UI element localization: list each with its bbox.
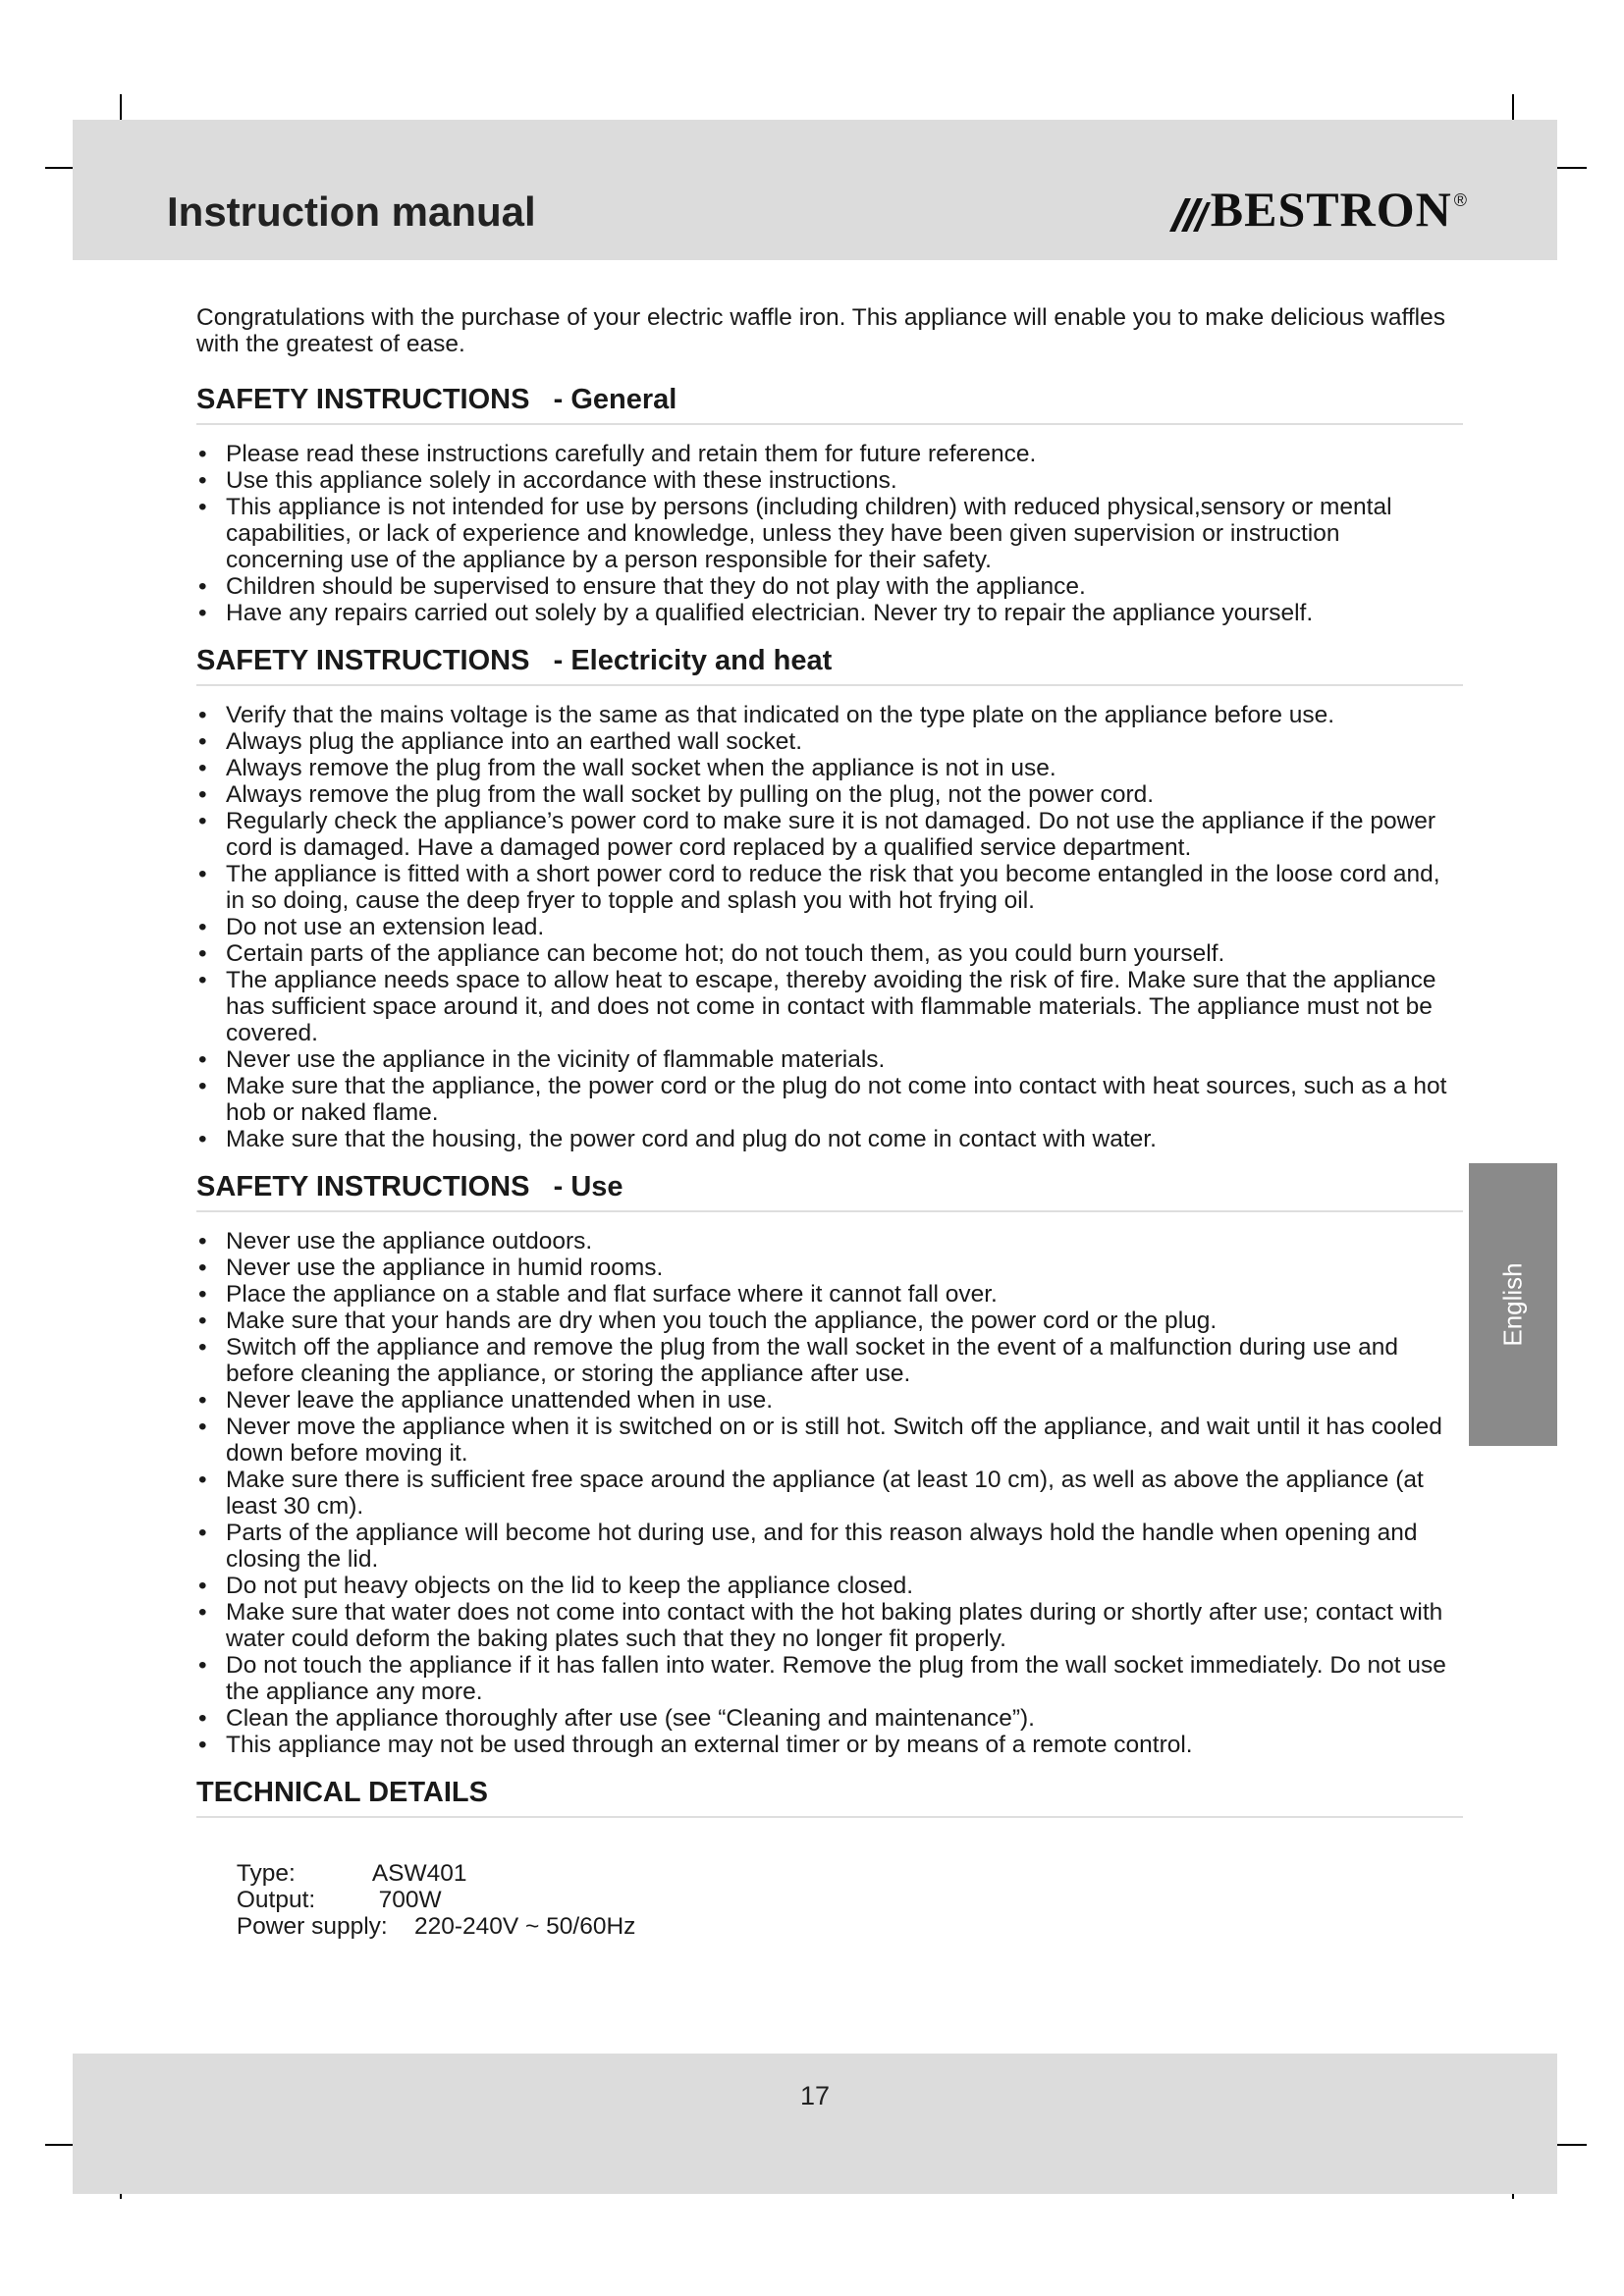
list-item: • Do not use an extension lead.	[196, 914, 1463, 940]
list-item: • This appliance is not intended for use by persons (including children) with reduced physical,sensory or mental capabilities, or lack of experience and knowledge, unless they have been given supervision or instruction concerning use of the appliance by a person responsible for their safety.	[196, 494, 1463, 573]
language-tab	[1469, 1163, 1557, 1446]
section-title-use: SAFETY INSTRUCTIONS - Use	[196, 1174, 1463, 1212]
list-item: • Make sure that the housing, the power cord and plug do not come in contact with water.	[196, 1126, 1463, 1152]
list-item: • Parts of the appliance will become hot during use, and for this reason always hold the handle when opening and closing the lid.	[196, 1520, 1463, 1573]
list-item: • Never use the appliance outdoors.	[196, 1228, 1463, 1255]
intro-paragraph: Congratulations with the purchase of your electric waffle iron. This appliance will enable you to make delicious waffles with the greatest of ease.	[196, 304, 1445, 357]
page-number: 17	[799, 2081, 831, 2110]
list-item: • Certain parts of the appliance can become hot; do not touch them, as you could burn yourself.	[196, 940, 1463, 967]
list-item: • Never use the appliance in humid rooms.	[196, 1255, 1463, 1281]
list-item: • The appliance needs space to allow heat to escape, thereby avoiding the risk of fire. Make sure that the appliance has sufficient space around it, and does not come in contact with flammable materials. The appliance must not be covered.	[196, 967, 1463, 1046]
list-item: • Place the appliance on a stable and flat surface where it cannot fall over.	[196, 1281, 1463, 1308]
tech-value: ASW401	[371, 1860, 467, 1887]
list-item: • Clean the appliance thoroughly after use (see “Cleaning and maintenance”).	[196, 1705, 1463, 1732]
list-item: • Switch off the appliance and remove the plug from the wall socket in the event of a malfunction during use and before cleaning the appliance, or storing the appliance after use.	[196, 1334, 1463, 1387]
bullet-list-general	[196, 441, 1463, 626]
chevrons-icon	[1167, 194, 1211, 234]
list-item: • Please read these instructions carefully and retain them for future reference.	[196, 441, 1463, 467]
list-item: • Always remove the plug from the wall socket when the appliance is not in use.	[196, 755, 1463, 781]
list-item: • Never use the appliance in the vicinity of flammable materials.	[196, 1046, 1463, 1073]
list-item: • Always remove the plug from the wall socket by pulling on the plug, not the power cord.	[196, 781, 1463, 808]
bullet-list-use	[196, 1228, 1463, 1758]
list-item: • Never leave the appliance unattended when in use.	[196, 1387, 1463, 1414]
section-title-electricity: SAFETY INSTRUCTIONS - Electricity and heat	[196, 648, 1463, 686]
list-item: • This appliance may not be used through an external timer or by means of a remote control.	[196, 1732, 1463, 1758]
registered-mark: ®	[1453, 190, 1467, 210]
bullet-list-electricity	[196, 702, 1463, 1152]
tech-value: 700W	[371, 1887, 442, 1913]
list-item: • Make sure that water does not come into contact with the hot baking plates during or shortly after use; contact with water could deform the baking plates such that they no longer fit properly.	[196, 1599, 1463, 1652]
tech-row	[196, 1834, 1463, 1887]
list-item: • Regularly check the appliance’s power cord to make sure it is not damaged. Do not use the appliance if the power cord is damaged. Have a damaged power cord replaced by a qualified service department.	[196, 808, 1463, 861]
brand-logo	[1167, 182, 1467, 237]
page-title: Instruction manual	[167, 188, 536, 235]
list-item: • Children should be supervised to ensure that they do not play with the appliance.	[196, 573, 1463, 600]
list-item: • Verify that the mains voltage is the same as that indicated on the type plate on the appliance before use.	[196, 702, 1463, 728]
list-item: • The appliance is fitted with a short power cord to reduce the risk that you become entangled in the loose cord and, in so doing, cause the deep fryer to topple and splash you with hot frying oil.	[196, 861, 1463, 914]
list-item: • Make sure that the appliance, the power cord or the plug do not come into contact with heat sources, such as a hot hob or naked flame.	[196, 1073, 1463, 1126]
list-item: • Make sure there is sufficient free space around the appliance (at least 10 cm), as well as above the appliance (at least 30 cm).	[196, 1467, 1463, 1520]
list-item: • Always plug the appliance into an earthed wall socket.	[196, 728, 1463, 755]
list-item: • Never move the appliance when it is switched on or is still hot. Switch off the appliance, and wait until it has cooled down before moving it.	[196, 1414, 1463, 1467]
footer-band	[73, 2054, 1557, 2194]
section-title-general: SAFETY INSTRUCTIONS - General	[196, 387, 1463, 425]
list-item: • Do not put heavy objects on the lid to keep the appliance closed.	[196, 1573, 1463, 1599]
section-title-technical: TECHNICAL DETAILS	[196, 1780, 1463, 1818]
tech-label: Type:	[236, 1860, 296, 1887]
list-item: • Use this appliance solely in accordance with these instructions.	[196, 467, 1463, 494]
tech-value: 220-240V ~ 50/60Hz	[387, 1913, 636, 1940]
language-tab-label: English	[1497, 1262, 1528, 1347]
header-band	[73, 120, 1557, 260]
tech-label: Output:	[236, 1887, 316, 1913]
list-item: • Do not touch the appliance if it has fallen into water. Remove the plug from the wall socket immediately. Do not use the appliance any more.	[196, 1652, 1463, 1705]
list-item: • Have any repairs carried out solely by a qualified electrician. Never try to repair the appliance yourself.	[196, 600, 1463, 626]
technical-details	[196, 1834, 1463, 1940]
tech-label: Power supply:	[236, 1913, 388, 1940]
brand-name: BESTRON	[1210, 182, 1452, 237]
main-content	[196, 304, 1463, 1940]
list-item: • Make sure that your hands are dry when you touch the appliance, the power cord or the plug.	[196, 1308, 1463, 1334]
